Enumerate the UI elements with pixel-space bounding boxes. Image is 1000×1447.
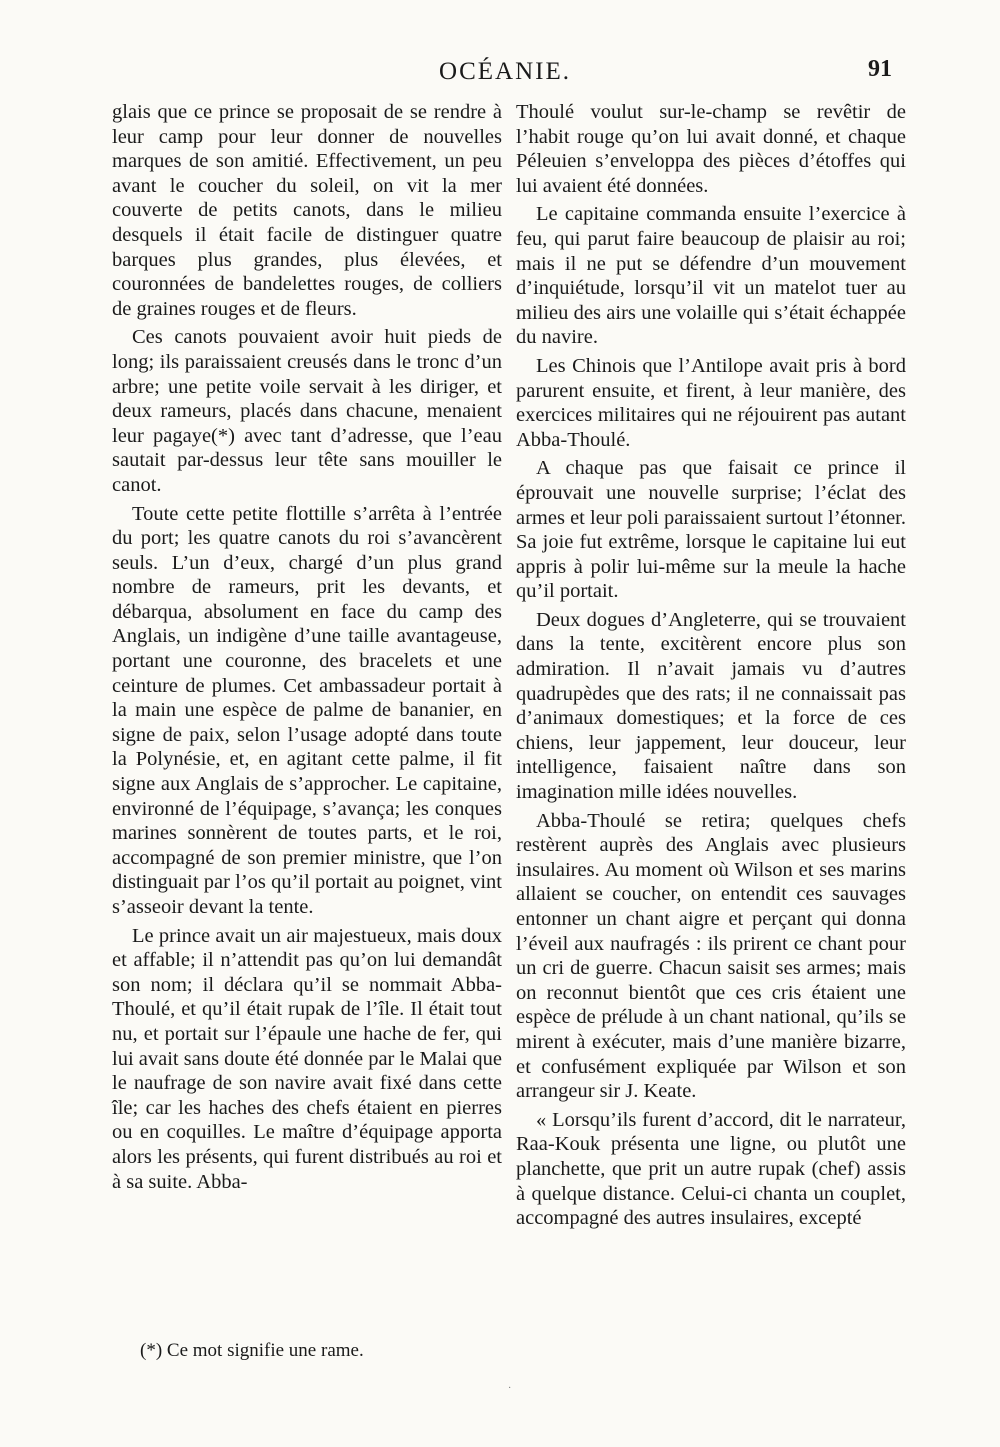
paragraph: « Lorsqu’ils furent d’accord, dit le narrateur, Raa-Kouk présenta une ligne, ou plutôt une planchette, que prit un autre rupak (chef) assis à quelque distance. Celui-ci chanta un couplet, accompagné des autres insulaires, excepté (516, 1108, 906, 1230)
running-header-title: OCÉANIE. (439, 58, 571, 85)
paragraph: Ces canots pouvaient avoir huit pieds de long; ils paraissaient creusés dans le tronc d’un arbre; une petite voile servait à les diriger, et deux rameurs, placés dans chacune, menaient leur pagaye(*) avec tant d’adresse, que l’eau sautait par-dessus leur tête sans mouiller le canot. (112, 326, 502, 496)
paragraph: A chaque pas que faisait ce prince il éprouvait une nouvelle surprise; l’éclat des armes et leur poli paraissaient surtout l’étonner. Sa joie fut extrême, lorsque le capitaine lui eut appris à polir lui-même sur la meule la hache qu’il portait. (516, 457, 906, 603)
paragraph: Le capitaine commanda ensuite l’exercice à feu, qui parut faire beaucoup de plaisir au roi; mais il ne put se défendre d’un mouvement d’inquiétude, lorsqu’il vit un matelot tuer au milieu des airs une volaille qui s’était échappée du navire. (516, 203, 906, 349)
right-text-column (516, 100, 906, 1235)
print-speck: · (508, 1383, 512, 1394)
footnote: (*) Ce mot signifie une rame. (140, 1340, 364, 1361)
paragraph: Toute cette petite flottille s’arrêta à l’entrée du port; les quatre canots du roi s’avancèrent seuls. L’un d’eux, chargé d’un plus grand nombre de rameurs, prit les devants, et débarqua, absolument en face du camp des Anglais, un indigène d’une taille avantageuse, portant une couronne, des bracelets et une ceinture de plumes. Cet ambassadeur portait à la main une espèce de palme de bananier, en signe de paix, selon l’usage adopté dans toute la Polynésie, et, en agitant cette palme, il fit signe aux Anglais de s’approcher. Le capitaine, environné de l’équipage, s’avança; les conques marines sonnèrent de toutes parts, et le roi, accompagné de son premier ministre, que l’on distinguait par l’os qu’il portait au poignet, vint s’asseoir devant la tente. (112, 502, 502, 918)
paragraph: Abba-Thoulé se retira; quelques chefs restèrent auprès des Anglais avec plusieurs insulaires. Au moment où Wilson et ses marins allaient se coucher, on entendit ces sauvages entonner un chant aigre et perçant qui donna l’éveil aux naufragés : ils prirent ce chant pour un cri de guerre. Chacun saisit ses armes; mais on reconnut bientôt que ces cris étaient une espèce de prélude à un chant national, qu’ils se mirent à exécuter, mais d’une manière bizarre, et confusément expliquée par Wilson et son arrangeur sir J. Keate. (516, 809, 906, 1103)
left-text-column (112, 100, 502, 1198)
paragraph: Deux dogues d’Angleterre, qui se trouvaient dans la tente, excitèrent encore plus son admiration. Il n’avait jamais vu d’autres quadrupèdes que des rats; il ne connaissait pas d’animaux domestiques; et la force de ces chiens, leur jappement, leur douceur, leur intelligence, faisaient naître dans son imagination mille idées nouvelles. (516, 608, 906, 804)
paragraph: Les Chinois que l’Antilope avait pris à bord parurent ensuite, et firent, à leur manière, des exercices militaires qui ne réjouirent pas autant Abba-Thoulé. (516, 354, 906, 451)
paragraph: Thoulé voulut sur-le-champ se revêtir de l’habit rouge qu’on lui avait donné, et chaque Péleuien s’enveloppa des pièces d’étoffes qui lui avaient été données. (516, 101, 906, 197)
paragraph: glais que ce prince se proposait de se rendre à leur camp pour leur donner de nouvelles marques de son amitié. Effectivement, un peu avant le coucher du soleil, on vit la mer couverte de petits canots, dans le milieu desquels il était facile de distinguer quatre barques plus grandes, plus élevées, et couronnées de bandelettes rouges, de colliers de graines rouges et de fleurs. (112, 101, 502, 320)
paragraph: Le prince avait un air majestueux, mais doux et affable; il n’attendit pas qu’on lui demandât son nom; il déclara qu’il se nommait Abba-Thoulé, et qu’il était rupak de l’île. Il était tout nu, et portait sur l’épaule une hache de fer, qui lui avait sans doute été donnée par le Malai que le naufrage de son navire avait fixé dans cette île; car les haches des chefs étaient en pierres ou en coquilles. Le maître d’équipage apporta alors les présents, qui furent distribués au roi et à sa suite. Abba- (112, 924, 502, 1193)
page-number: 91 (868, 56, 892, 82)
